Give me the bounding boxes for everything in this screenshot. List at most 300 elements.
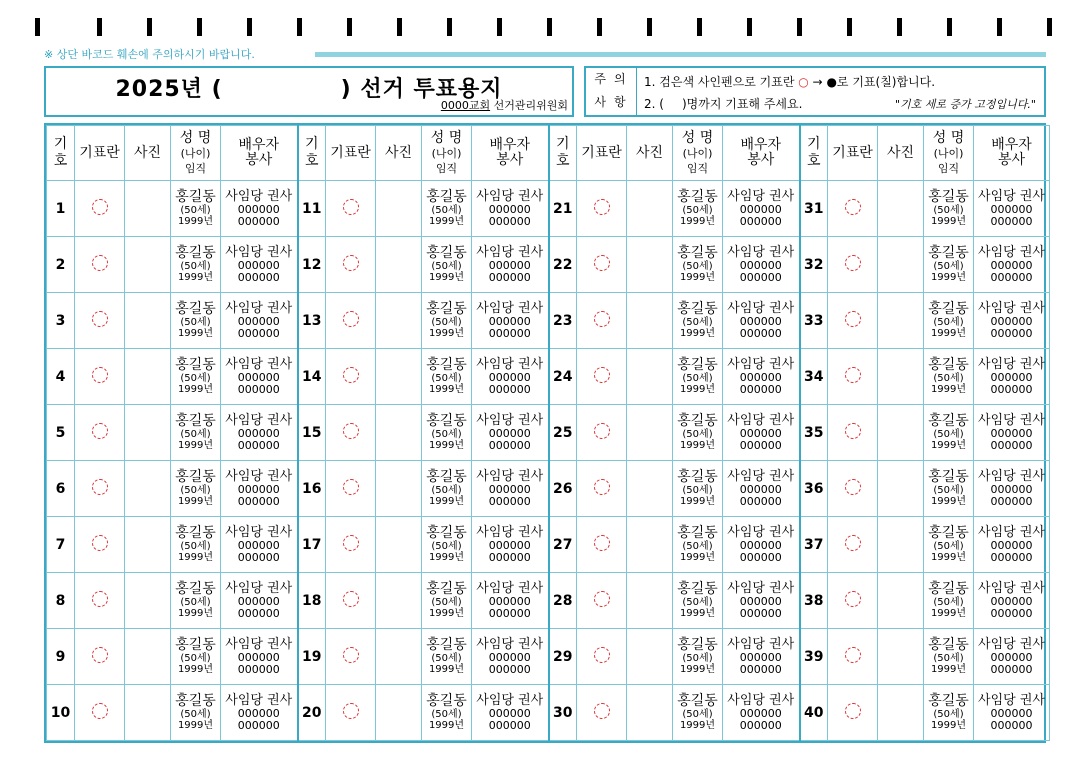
service-code-2: 000000 — [237, 551, 280, 564]
candidate-age: (50세) — [933, 373, 964, 384]
spouse-cell — [221, 181, 298, 237]
vote-circle-icon[interactable] — [92, 647, 108, 663]
service-code-2: 000000 — [488, 383, 531, 396]
service-code-1: 000000 — [488, 427, 531, 440]
vote-cell[interactable] — [828, 349, 878, 405]
service-code-1: 000000 — [488, 595, 531, 608]
candidate-ordination-year: 1999년 — [930, 608, 967, 619]
candidate-number: 33 — [800, 293, 828, 349]
vote-circle-icon[interactable] — [845, 423, 861, 439]
candidate-number: 16 — [298, 461, 326, 517]
vote-cell[interactable] — [326, 181, 376, 237]
vote-circle-icon[interactable] — [343, 591, 359, 607]
vote-circle-icon[interactable] — [92, 479, 108, 495]
vote-cell[interactable] — [828, 293, 878, 349]
committee-name: 선거관리위원회 — [493, 99, 568, 112]
service-code-1: 000000 — [739, 203, 782, 216]
service-code-2: 000000 — [488, 271, 531, 284]
vote-cell[interactable] — [75, 237, 125, 293]
vote-cell[interactable] — [828, 629, 878, 685]
service-code-2: 000000 — [237, 271, 280, 284]
vote-cell[interactable] — [577, 349, 627, 405]
vote-cell[interactable] — [828, 405, 878, 461]
service-code-2: 000000 — [488, 663, 531, 676]
title-year: 2025년 ( — [115, 77, 223, 102]
candidate-name: 홍길동 — [928, 525, 969, 541]
candidate-name-cell — [924, 461, 974, 517]
candidate-number: 37 — [800, 517, 828, 573]
vote-circle-icon[interactable] — [343, 423, 359, 439]
candidate-name-cell — [673, 349, 723, 405]
candidate-number: 7 — [47, 517, 75, 573]
spouse-name: 사임당 권사 — [225, 469, 293, 484]
photo-cell — [627, 181, 673, 237]
service-code-1: 000000 — [739, 315, 782, 328]
candidate-name: 홍길동 — [677, 413, 718, 429]
candidate-name: 홍길동 — [677, 357, 718, 373]
header-number: 기호 — [549, 126, 577, 181]
vote-circle-icon[interactable] — [594, 311, 610, 327]
vote-circle-icon[interactable] — [845, 199, 861, 215]
candidate-age: (50세) — [180, 541, 211, 552]
photo-cell — [878, 181, 924, 237]
table-row — [47, 237, 1050, 293]
candidate-name: 홍길동 — [928, 245, 969, 261]
candidate-name-cell — [422, 405, 472, 461]
vote-circle-icon[interactable] — [845, 703, 861, 719]
candidate-age: (50세) — [180, 429, 211, 440]
vote-circle-icon[interactable] — [845, 311, 861, 327]
vote-circle-icon[interactable] — [594, 479, 610, 495]
candidate-name: 홍길동 — [175, 581, 216, 597]
header-spouse-service: 배우자 봉사 — [974, 126, 1050, 181]
photo-cell — [125, 237, 171, 293]
vote-cell[interactable] — [828, 517, 878, 573]
vote-cell[interactable] — [828, 573, 878, 629]
candidate-age: (50세) — [180, 653, 211, 664]
candidate-ordination-year: 1999년 — [930, 272, 967, 283]
photo-cell — [878, 237, 924, 293]
candidate-number: 40 — [800, 685, 828, 741]
service-code-2: 000000 — [237, 719, 280, 732]
photo-cell — [878, 461, 924, 517]
candidate-ordination-year: 1999년 — [177, 552, 214, 563]
vote-circle-icon[interactable] — [92, 367, 108, 383]
spouse-name: 사임당 권사 — [727, 301, 795, 316]
candidate-name-cell — [171, 181, 221, 237]
candidate-age: (50세) — [431, 429, 462, 440]
church-name: 0000교회 — [440, 99, 491, 112]
candidate-name-cell — [422, 629, 472, 685]
candidate-ordination-year: 1999년 — [428, 384, 465, 395]
vote-cell[interactable] — [577, 685, 627, 741]
service-code-2: 000000 — [990, 327, 1033, 340]
candidate-name: 홍길동 — [677, 245, 718, 261]
candidate-ordination-year: 1999년 — [679, 384, 716, 395]
photo-cell — [125, 629, 171, 685]
candidate-ordination-year: 1999년 — [679, 552, 716, 563]
candidate-number: 8 — [47, 573, 75, 629]
title-closing: ) 선거 투표용지 — [340, 77, 503, 102]
candidate-ordination-year: 1999년 — [930, 216, 967, 227]
header-name: 성 명 (나이) 임직 — [422, 126, 472, 181]
vote-cell[interactable] — [577, 405, 627, 461]
spouse-name: 사임당 권사 — [476, 413, 544, 428]
vote-cell[interactable] — [828, 461, 878, 517]
notice-label — [586, 68, 637, 115]
candidate-ordination-year: 1999년 — [679, 272, 716, 283]
barcode-bar — [797, 18, 802, 36]
candidate-number: 35 — [800, 405, 828, 461]
service-code-1: 000000 — [990, 259, 1033, 272]
candidate-number: 14 — [298, 349, 326, 405]
header-row — [47, 126, 1050, 181]
vote-cell[interactable] — [577, 461, 627, 517]
candidate-ordination-year: 1999년 — [930, 720, 967, 731]
spouse-name: 사임당 권사 — [727, 469, 795, 484]
candidate-ordination-year: 1999년 — [177, 608, 214, 619]
vote-cell[interactable] — [326, 461, 376, 517]
candidate-age: (50세) — [180, 373, 211, 384]
service-code-2: 000000 — [237, 327, 280, 340]
barcode-bar — [947, 18, 952, 36]
vote-cell[interactable] — [75, 517, 125, 573]
header-name: 성 명 (나이) 임직 — [171, 126, 221, 181]
spouse-cell — [472, 573, 549, 629]
candidate-name: 홍길동 — [677, 525, 718, 541]
vote-circle-icon[interactable] — [845, 535, 861, 551]
service-code-2: 000000 — [990, 663, 1033, 676]
candidate-name-cell — [924, 349, 974, 405]
vote-circle-icon[interactable] — [845, 647, 861, 663]
arrow-right-icon: → — [812, 75, 823, 89]
service-code-2: 000000 — [990, 215, 1033, 228]
notice-box — [584, 66, 1046, 117]
vote-cell[interactable] — [828, 685, 878, 741]
candidate-number: 30 — [549, 685, 577, 741]
vote-cell[interactable] — [577, 517, 627, 573]
vote-cell[interactable] — [828, 237, 878, 293]
candidate-age: (50세) — [180, 709, 211, 720]
candidate-number: 12 — [298, 237, 326, 293]
candidate-name: 홍길동 — [175, 525, 216, 541]
candidate-ordination-year: 1999년 — [428, 608, 465, 619]
candidate-name: 홍길동 — [426, 357, 467, 373]
vote-cell[interactable] — [326, 293, 376, 349]
photo-cell — [627, 629, 673, 685]
candidate-ordination-year: 1999년 — [428, 272, 465, 283]
spouse-cell — [221, 237, 298, 293]
vote-circle-icon[interactable] — [845, 591, 861, 607]
vote-circle-icon[interactable] — [845, 367, 861, 383]
candidate-number: 28 — [549, 573, 577, 629]
vote-circle-icon[interactable] — [92, 535, 108, 551]
table-row — [47, 573, 1050, 629]
vote-cell[interactable] — [577, 237, 627, 293]
candidate-name-cell — [422, 685, 472, 741]
spouse-cell — [221, 349, 298, 405]
candidate-ordination-year: 1999년 — [930, 496, 967, 507]
spouse-cell — [723, 237, 800, 293]
candidate-ordination-year: 1999년 — [177, 384, 214, 395]
service-code-1: 000000 — [237, 427, 280, 440]
vote-cell[interactable] — [75, 461, 125, 517]
spouse-cell — [974, 349, 1050, 405]
vote-cell[interactable] — [326, 237, 376, 293]
photo-cell — [376, 517, 422, 573]
candidate-age: (50세) — [682, 373, 713, 384]
service-code-2: 000000 — [990, 271, 1033, 284]
vote-circle-icon[interactable] — [594, 535, 610, 551]
candidate-age: (50세) — [431, 709, 462, 720]
candidate-age: (50세) — [180, 485, 211, 496]
candidate-name-cell — [673, 629, 723, 685]
candidate-name-cell — [924, 405, 974, 461]
service-code-2: 000000 — [990, 495, 1033, 508]
candidate-age: (50세) — [933, 317, 964, 328]
vote-circle-icon[interactable] — [343, 255, 359, 271]
candidate-age: (50세) — [682, 429, 713, 440]
barcode-bar — [847, 18, 852, 36]
vote-cell[interactable] — [326, 517, 376, 573]
vote-circle-icon[interactable] — [594, 367, 610, 383]
candidate-age: (50세) — [431, 317, 462, 328]
candidate-age: (50세) — [431, 597, 462, 608]
candidate-name-cell — [171, 685, 221, 741]
spouse-name: 사임당 권사 — [476, 357, 544, 372]
vote-circle-icon[interactable] — [343, 311, 359, 327]
vote-cell[interactable] — [326, 405, 376, 461]
vote-circle-icon[interactable] — [845, 255, 861, 271]
spouse-name: 사임당 권사 — [476, 637, 544, 652]
candidate-age: (50세) — [431, 205, 462, 216]
spouse-cell — [221, 461, 298, 517]
header-vote: 기표란 — [577, 126, 627, 181]
candidate-age: (50세) — [431, 373, 462, 384]
vote-cell[interactable] — [326, 629, 376, 685]
spouse-cell — [974, 573, 1050, 629]
notice-line-2-suffix: )명까지 기표해 주세요. — [681, 97, 803, 111]
candidate-age: (50세) — [682, 653, 713, 664]
candidate-name: 홍길동 — [928, 469, 969, 485]
vote-cell[interactable] — [326, 573, 376, 629]
candidate-name-cell — [171, 293, 221, 349]
spouse-name: 사임당 권사 — [476, 693, 544, 708]
vote-cell[interactable] — [828, 181, 878, 237]
candidate-name: 홍길동 — [426, 189, 467, 205]
candidate-name: 홍길동 — [677, 637, 718, 653]
vote-circle-icon[interactable] — [92, 311, 108, 327]
service-code-2: 000000 — [739, 383, 782, 396]
candidate-age: (50세) — [180, 317, 211, 328]
vote-circle-icon[interactable] — [343, 647, 359, 663]
header-name: 성 명 (나이) 임직 — [924, 126, 974, 181]
service-code-2: 000000 — [488, 551, 531, 564]
candidate-name-cell — [422, 237, 472, 293]
candidate-number: 10 — [47, 685, 75, 741]
spouse-name: 사임당 권사 — [476, 525, 544, 540]
candidate-name-cell — [171, 461, 221, 517]
vote-circle-icon[interactable] — [92, 591, 108, 607]
candidate-name-cell — [422, 293, 472, 349]
vote-circle-icon[interactable] — [594, 703, 610, 719]
service-code-1: 000000 — [488, 371, 531, 384]
candidate-name: 홍길동 — [426, 301, 467, 317]
service-code-1: 000000 — [237, 595, 280, 608]
notice-line-1-suffix: 로 기표(칠)합니다. — [836, 75, 936, 89]
header-vote: 기표란 — [75, 126, 125, 181]
vote-circle-icon[interactable] — [594, 647, 610, 663]
spouse-cell — [723, 573, 800, 629]
vote-cell[interactable] — [75, 181, 125, 237]
vote-circle-icon[interactable] — [594, 255, 610, 271]
photo-cell — [878, 349, 924, 405]
barcode-marks — [0, 18, 1090, 38]
vote-circle-icon[interactable] — [594, 199, 610, 215]
photo-cell — [878, 517, 924, 573]
candidate-name-cell — [171, 517, 221, 573]
candidate-name-cell — [673, 181, 723, 237]
header-photo: 사진 — [878, 126, 924, 181]
candidate-ordination-year: 1999년 — [930, 664, 967, 675]
header-number: 기호 — [47, 126, 75, 181]
photo-cell — [376, 405, 422, 461]
vote-circle-icon[interactable] — [594, 423, 610, 439]
vote-cell[interactable] — [75, 629, 125, 685]
service-code-1: 000000 — [990, 483, 1033, 496]
vote-circle-icon[interactable] — [92, 703, 108, 719]
spouse-cell — [723, 405, 800, 461]
spouse-cell — [221, 517, 298, 573]
vote-circle-icon[interactable] — [845, 479, 861, 495]
spouse-cell — [974, 405, 1050, 461]
candidate-number: 22 — [549, 237, 577, 293]
spouse-cell — [723, 629, 800, 685]
vote-circle-icon[interactable] — [343, 367, 359, 383]
service-code-1: 000000 — [237, 315, 280, 328]
vote-cell[interactable] — [577, 293, 627, 349]
spouse-cell — [723, 685, 800, 741]
spouse-name: 사임당 권사 — [476, 301, 544, 316]
candidate-ordination-year: 1999년 — [679, 440, 716, 451]
spouse-name: 사임당 권사 — [727, 581, 795, 596]
candidate-name-cell — [422, 181, 472, 237]
candidate-name: 홍길동 — [175, 245, 216, 261]
vote-cell[interactable] — [577, 181, 627, 237]
vote-cell[interactable] — [577, 573, 627, 629]
vote-cell[interactable] — [75, 685, 125, 741]
candidate-name-cell — [924, 629, 974, 685]
spouse-name: 사임당 권사 — [727, 357, 795, 372]
candidate-ordination-year: 1999년 — [930, 552, 967, 563]
vote-circle-icon[interactable] — [92, 423, 108, 439]
vote-cell[interactable] — [75, 349, 125, 405]
vote-cell[interactable] — [75, 405, 125, 461]
candidate-name: 홍길동 — [928, 693, 969, 709]
vote-cell[interactable] — [577, 629, 627, 685]
service-code-2: 000000 — [488, 719, 531, 732]
candidate-number: 38 — [800, 573, 828, 629]
candidate-name-cell — [924, 237, 974, 293]
candidate-ordination-year: 1999년 — [428, 720, 465, 731]
barcode-bar — [347, 18, 352, 36]
vote-circle-icon[interactable] — [92, 255, 108, 271]
vote-circle-icon[interactable] — [343, 703, 359, 719]
vote-circle-icon[interactable] — [343, 199, 359, 215]
vote-cell[interactable] — [326, 349, 376, 405]
spouse-cell — [472, 517, 549, 573]
candidate-name-cell — [673, 517, 723, 573]
photo-cell — [878, 293, 924, 349]
vote-cell[interactable] — [75, 293, 125, 349]
barcode-bar — [697, 18, 702, 36]
candidate-name: 홍길동 — [175, 357, 216, 373]
barcode-warning: ※ 상단 바코드 훼손에 주의하시기 바랍니다. — [44, 48, 255, 61]
candidate-name: 홍길동 — [928, 413, 969, 429]
candidate-age: (50세) — [682, 485, 713, 496]
service-code-2: 000000 — [488, 327, 531, 340]
candidate-ordination-year: 1999년 — [177, 720, 214, 731]
photo-cell — [878, 405, 924, 461]
candidate-number: 11 — [298, 181, 326, 237]
spouse-name: 사임당 권사 — [727, 245, 795, 260]
spouse-name: 사임당 권사 — [225, 301, 293, 316]
service-code-1: 000000 — [488, 315, 531, 328]
candidate-number: 17 — [298, 517, 326, 573]
candidate-age: (50세) — [682, 709, 713, 720]
notice-line-2 — [644, 95, 802, 112]
candidate-name-cell — [171, 237, 221, 293]
candidate-age: (50세) — [933, 429, 964, 440]
spouse-cell — [221, 573, 298, 629]
candidate-ordination-year: 1999년 — [177, 664, 214, 675]
service-code-1: 000000 — [488, 483, 531, 496]
candidate-name-cell — [422, 517, 472, 573]
spouse-name: 사임당 권사 — [476, 189, 544, 204]
vote-cell[interactable] — [75, 573, 125, 629]
candidate-number: 23 — [549, 293, 577, 349]
candidate-number: 19 — [298, 629, 326, 685]
photo-cell — [125, 349, 171, 405]
barcode-bar — [447, 18, 452, 36]
candidate-ordination-year: 1999년 — [679, 216, 716, 227]
vote-circle-icon[interactable] — [92, 199, 108, 215]
vote-circle-icon[interactable] — [343, 479, 359, 495]
candidate-number: 39 — [800, 629, 828, 685]
spouse-cell — [974, 181, 1050, 237]
photo-cell — [376, 237, 422, 293]
barcode-bar — [547, 18, 552, 36]
photo-cell — [376, 573, 422, 629]
service-code-1: 000000 — [488, 707, 531, 720]
spouse-cell — [472, 237, 549, 293]
vote-circle-icon[interactable] — [343, 535, 359, 551]
barcode-bar — [35, 18, 40, 36]
photo-cell — [376, 685, 422, 741]
spouse-cell — [221, 405, 298, 461]
candidate-number: 2 — [47, 237, 75, 293]
candidate-name: 홍길동 — [175, 693, 216, 709]
candidate-age: (50세) — [933, 653, 964, 664]
candidate-name-cell — [924, 517, 974, 573]
vote-circle-icon[interactable] — [594, 591, 610, 607]
candidate-number: 3 — [47, 293, 75, 349]
spouse-cell — [723, 293, 800, 349]
candidate-age: (50세) — [933, 485, 964, 496]
header-photo: 사진 — [627, 126, 673, 181]
vote-cell[interactable] — [326, 685, 376, 741]
spouse-cell — [974, 517, 1050, 573]
